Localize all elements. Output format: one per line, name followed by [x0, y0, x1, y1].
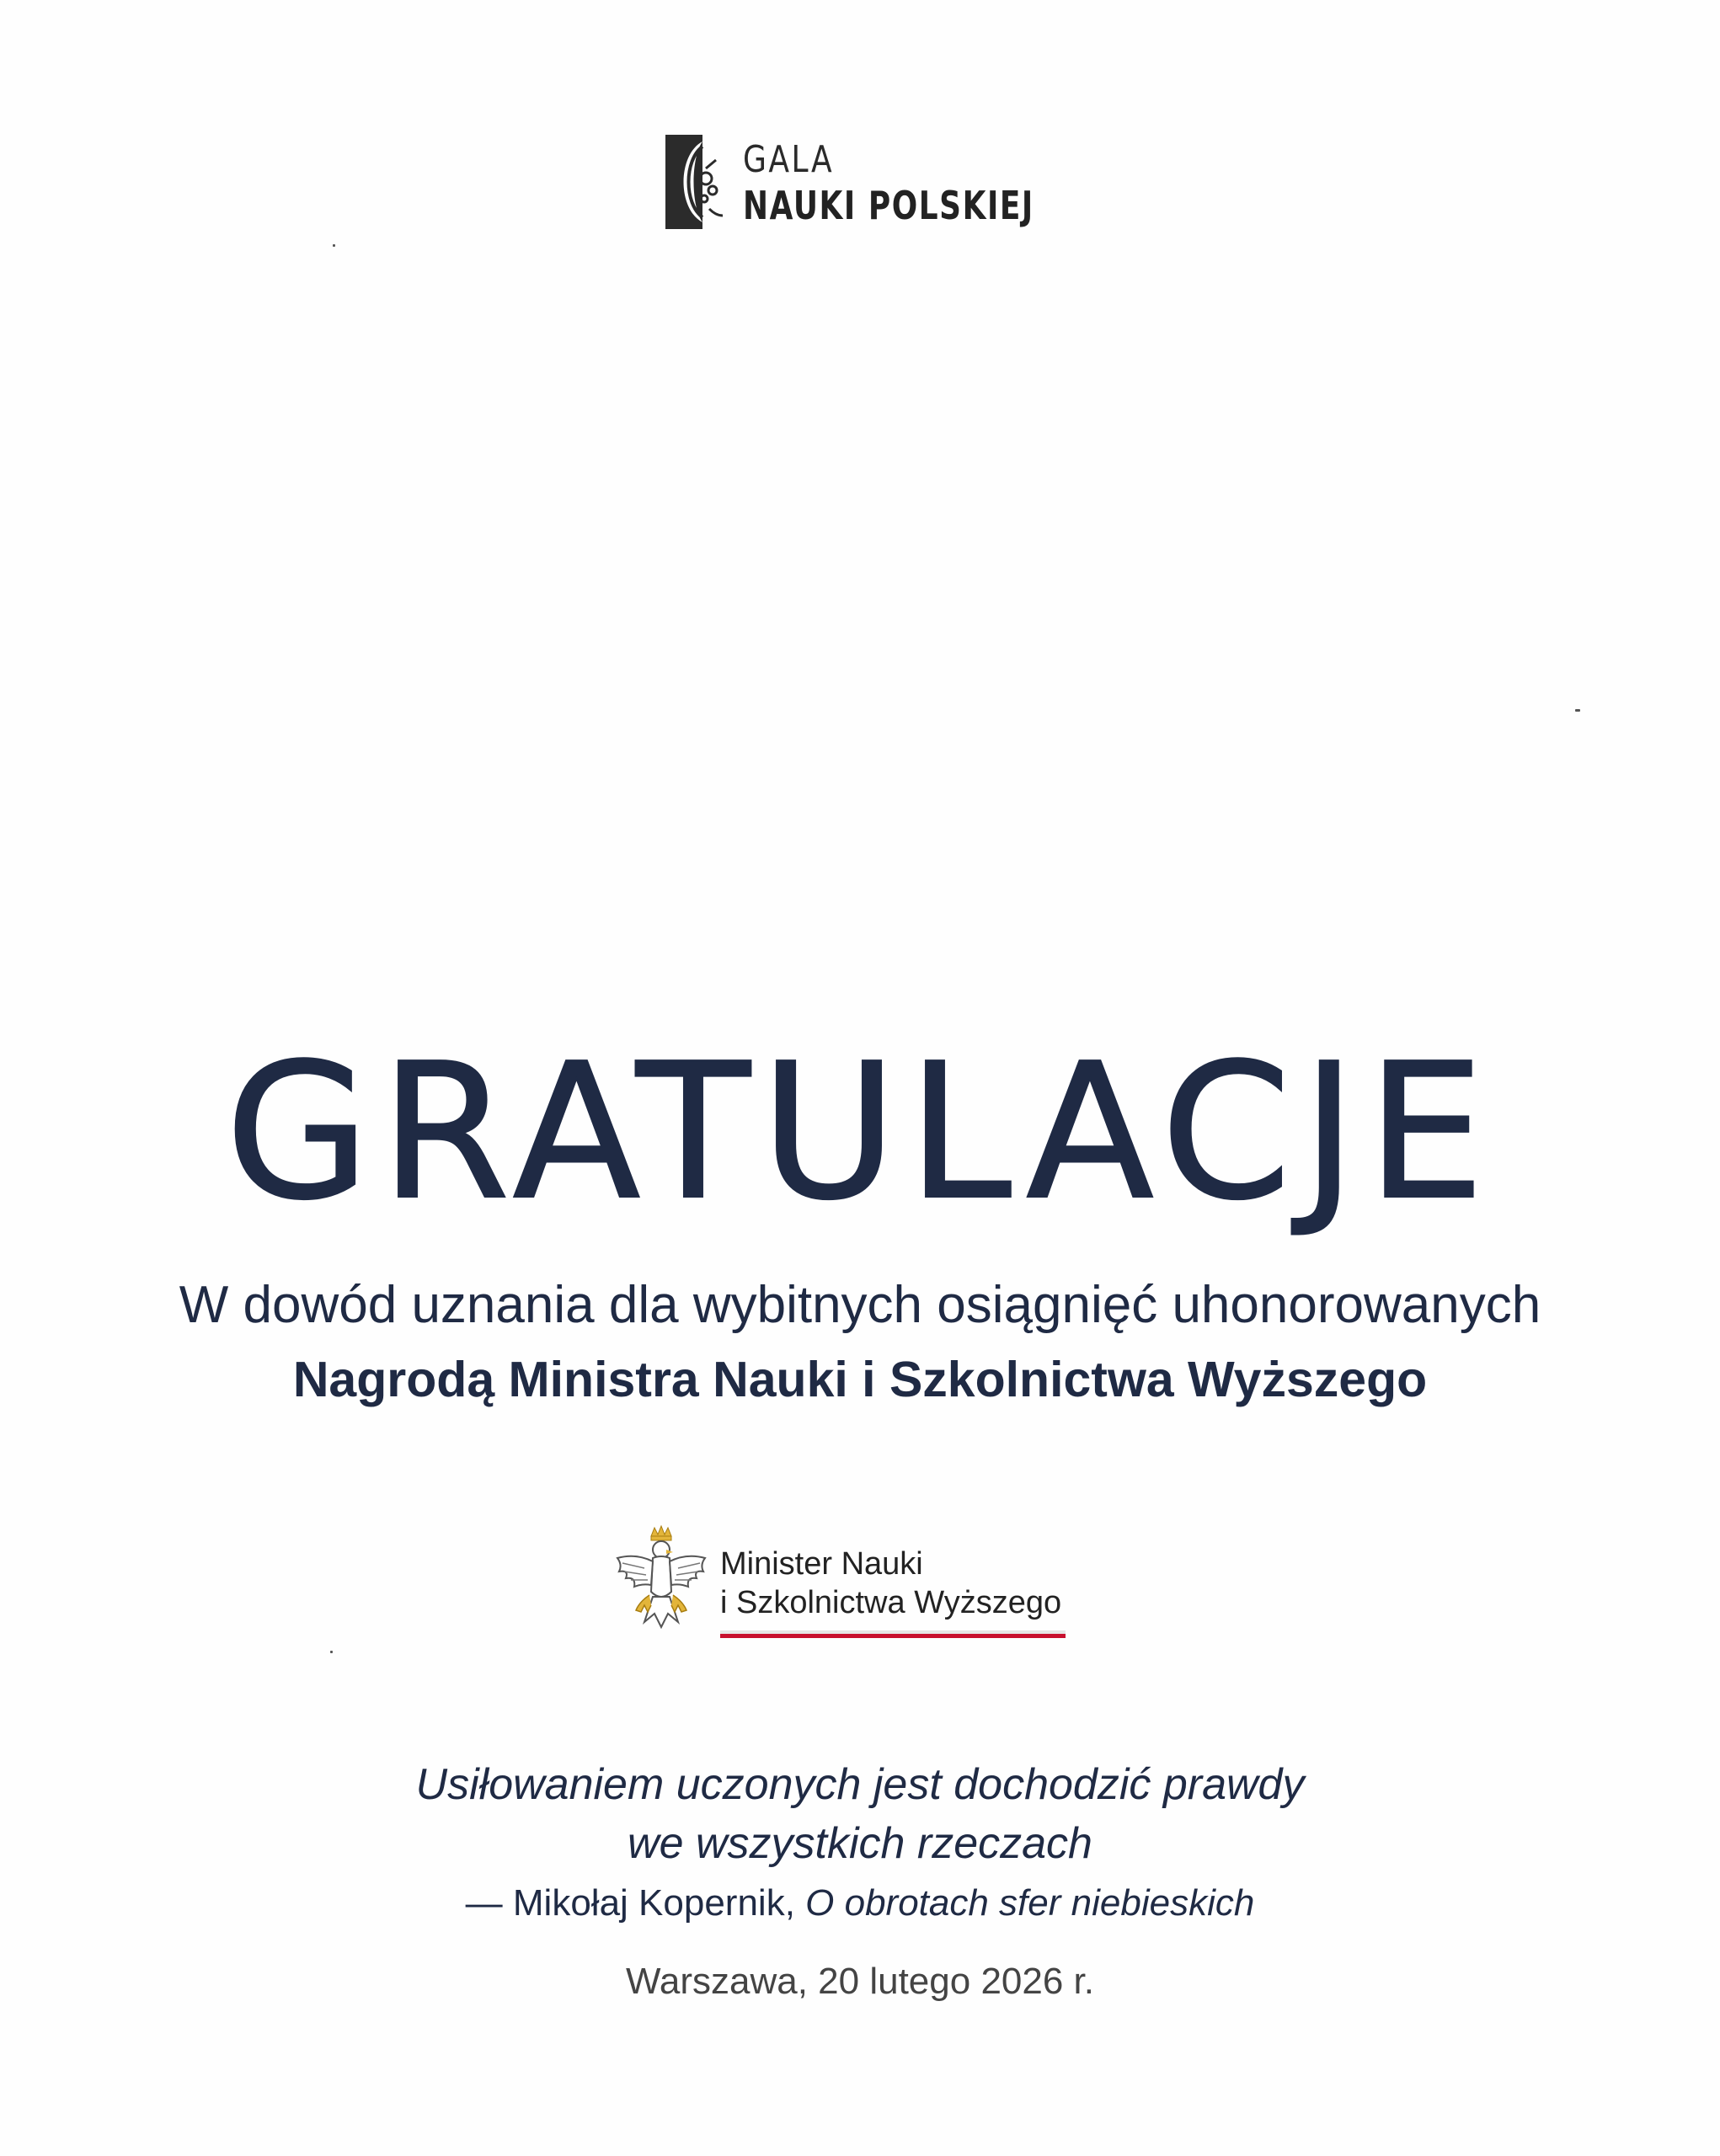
polish-eagle-emblem-icon [611, 1524, 712, 1642]
headline-title: GRATULACJE [225, 1024, 1495, 1241]
gala-nauki-polskiej-logo [665, 135, 1053, 232]
quote-line1: Usiłowaniem uczonych jest dochodzić prawdy [415, 1760, 1305, 1809]
subtitle-line2: Nagrodą Ministra Nauki i Szkolnictwa Wyższego [292, 1352, 1428, 1407]
quote-line2: we wszystkich rzeczach [628, 1819, 1092, 1868]
scan-speck [1575, 709, 1580, 712]
flag-stripe-red [720, 1634, 1066, 1638]
minister-logo-line1: Minister Nauki [720, 1546, 923, 1582]
gala-crescent-logo-icon [665, 135, 724, 229]
scan-speck [330, 1651, 333, 1653]
minister-logo [611, 1524, 1082, 1651]
subtitle-line1: W dowód uznania dla wybitnych osiągnięć uhonorowanych [179, 1276, 1541, 1334]
quote-attribution [0, 1880, 1720, 1927]
scan-speck [333, 244, 335, 247]
gala-logo-line2: NAUKI POLSKIEJ [743, 183, 1034, 228]
quote-author: — Mikołaj Kopernik, [465, 1882, 806, 1924]
place-and-date: Warszawa, 20 lutego 2026 r. [625, 1961, 1094, 2002]
quote-work-title: O obrotach sfer niebieskich [805, 1882, 1255, 1924]
gala-logo-line1: GALA [743, 138, 835, 181]
minister-logo-line2: i Szkolnictwa Wyższego [720, 1585, 1062, 1620]
